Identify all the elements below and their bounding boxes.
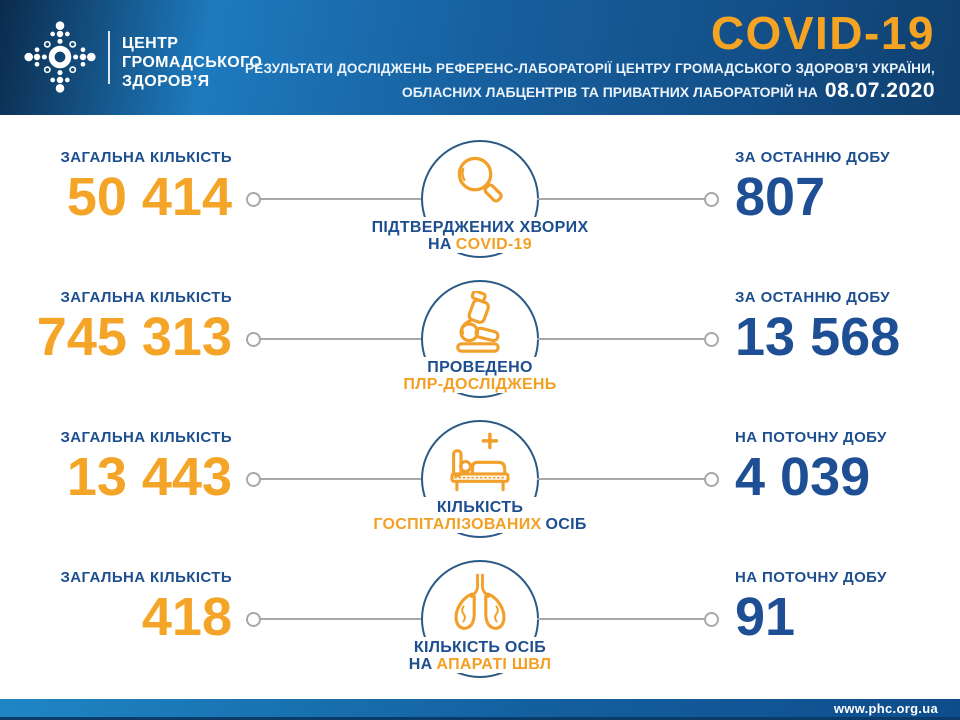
- caption-line1: КІЛЬКІСТЬ ОСІБ: [413, 639, 547, 656]
- total-value: 13 443: [66, 447, 232, 507]
- total-block: [0, 410, 232, 507]
- stat-row-confirmed-cases: [0, 130, 960, 270]
- connector-line: [260, 198, 423, 200]
- total-label: ЗАГАЛЬНА КІЛЬКІСТЬ: [60, 429, 232, 446]
- stat-row-pcr-tests: [0, 270, 960, 410]
- daily-block: [735, 130, 955, 227]
- stat-caption: [366, 497, 593, 533]
- connector-dot: [704, 192, 719, 207]
- total-block: [0, 130, 232, 227]
- caption-line1: ПІДТВЕРДЖЕНИХ ХВОРИХ: [371, 219, 589, 236]
- subtitle-line2-text: ОБЛАСНИХ ЛАБЦЕНТРІВ ТА ПРИВАТНИХ ЛАБОРАТОРІЙ НА: [401, 84, 818, 100]
- stat-caption: [396, 357, 563, 393]
- connector-dot: [704, 472, 719, 487]
- daily-block: [735, 550, 955, 647]
- daily-value: 4 039: [735, 447, 871, 507]
- daily-label: ЗА ОСТАННЮ ДОБУ: [735, 149, 890, 166]
- caption-line2: ПЛР-ДОСЛІДЖЕНЬ: [403, 376, 557, 393]
- stat-row-ventilators: [0, 550, 960, 690]
- caption-line2: ГОСПІТАЛІЗОВАНИХ ОСІБ: [373, 516, 587, 533]
- daily-value: 807: [735, 167, 826, 227]
- magnifier-icon: [447, 151, 513, 217]
- total-block: [0, 550, 232, 647]
- org-name-line1: ЦЕНТР: [122, 35, 179, 52]
- report-date: 08.07.2020: [824, 79, 935, 102]
- phc-logo-icon: [16, 13, 104, 101]
- connector-dot: [704, 332, 719, 347]
- connector-dot: [704, 612, 719, 627]
- caption-line1: ПРОВЕДЕНО: [427, 359, 533, 376]
- subtitle-line1: РЕЗУЛЬТАТИ ДОСЛІДЖЕНЬ РЕФЕРЕНС-ЛАБОРАТОРІЇ ЦЕНТРУ ГРОМАДСЬКОГО ЗДОРОВ’Я УКРАЇНИ,: [245, 61, 935, 76]
- connector-line: [537, 338, 705, 340]
- total-value: 50 414: [66, 167, 232, 227]
- connector-line: [260, 338, 423, 340]
- org-name: [122, 34, 262, 91]
- daily-label: НА ПОТОЧНУ ДОБУ: [735, 569, 887, 586]
- subtitle-line2: [402, 79, 935, 103]
- logo-divider: [108, 31, 110, 84]
- daily-value: 13 568: [735, 307, 901, 367]
- connector-dot: [246, 332, 261, 347]
- stat-row-hospitalized: [0, 410, 960, 550]
- daily-value: 91: [735, 587, 796, 647]
- total-label: ЗАГАЛЬНА КІЛЬКІСТЬ: [60, 149, 232, 166]
- caption-line2: НА COVID-19: [428, 236, 532, 253]
- connector-dot: [246, 612, 261, 627]
- org-name-line3: ЗДОРОВ’Я: [122, 73, 210, 90]
- stat-caption: [402, 637, 559, 673]
- connector-line: [537, 198, 705, 200]
- org-name-line2: ГРОМАДСЬКОГО: [122, 54, 263, 71]
- total-value: 745 313: [36, 307, 232, 367]
- daily-label: ЗА ОСТАННЮ ДОБУ: [735, 289, 890, 306]
- connector-line: [260, 618, 423, 620]
- caption-line2: НА АПАРАТІ ШВЛ: [408, 656, 552, 673]
- stat-caption: [365, 217, 596, 253]
- microscope-icon: [447, 291, 513, 357]
- total-label: ЗАГАЛЬНА КІЛЬКІСТЬ: [60, 289, 232, 306]
- lungs-icon: [447, 571, 513, 637]
- daily-label: НА ПОТОЧНУ ДОБУ: [735, 429, 887, 446]
- connector-dot: [246, 192, 261, 207]
- connector-dot: [246, 472, 261, 487]
- page-title: COVID-19: [710, 7, 935, 59]
- connector-line: [537, 478, 705, 480]
- total-label: ЗАГАЛЬНА КІЛЬКІСТЬ: [60, 569, 232, 586]
- total-block: [0, 270, 232, 367]
- connector-line: [260, 478, 423, 480]
- total-value: 418: [141, 587, 232, 647]
- daily-block: [735, 270, 955, 367]
- daily-block: [735, 410, 955, 507]
- footer-bar: [0, 699, 960, 717]
- footer-website-link[interactable]: www.phc.org.ua: [833, 700, 938, 716]
- connector-line: [537, 618, 705, 620]
- caption-line1: КІЛЬКІСТЬ: [436, 499, 524, 516]
- header-banner: [0, 0, 960, 115]
- hospital-bed-icon: [447, 431, 513, 497]
